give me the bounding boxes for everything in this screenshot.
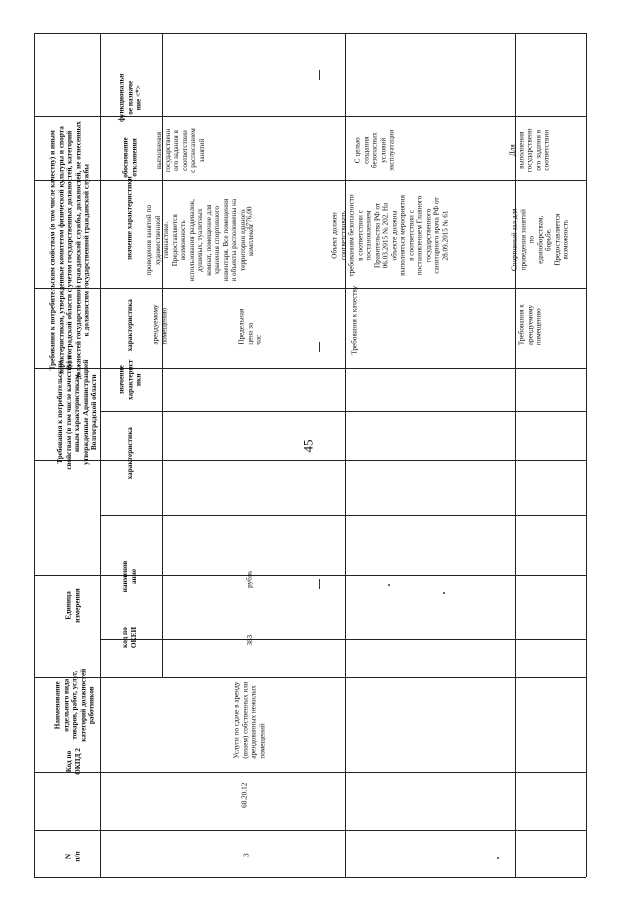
header-admin-value: значение характерист ики	[117, 359, 143, 401]
scan-dot	[497, 857, 499, 859]
row3-characteristic: Требования к качеству	[350, 285, 359, 355]
row2-value: 1776,00	[245, 206, 254, 230]
grid-line	[586, 33, 587, 877]
scan-dot	[388, 584, 390, 586]
scan-tick	[319, 579, 320, 589]
header-req-committee: Требования к потребительским свойствам (в том числе качеству) и иным характеристикам, утвержденные комитетом физической культуры и спорта Волгоградской области с учетом государственных должностей, категорий должностей государственной гражданской службы, должностей, не отнесенных к должностям государственной гражданской службы	[48, 121, 91, 379]
row4-characteristic: Требования к арендуемому помещению	[517, 304, 543, 346]
header-com-char: характеристика	[125, 298, 134, 352]
header-unit-okei: код по ОКЕИ	[121, 626, 138, 648]
scan-tick	[319, 70, 320, 80]
grid-line	[34, 877, 586, 878]
page-number: 45	[300, 439, 316, 453]
header-admin-char: характеристика	[125, 426, 134, 480]
header-unit-name: наименов ание	[121, 560, 138, 592]
row-unit: рубль	[245, 570, 254, 588]
row1-justification: выполнения государственн ого задания в соответствии с расписанием занятий	[154, 127, 205, 173]
header-com-justification: обоснование отклонения	[121, 136, 138, 178]
header-col-name: Наименование отдельного вида товаров, работ, услуг, категорий должностей работников	[53, 668, 96, 742]
row-okpd-code: 68.20.12	[240, 782, 249, 808]
row-name: Услуги по сдаче в аренду (внаем) собственных или арендованных нежилых помещений	[232, 681, 267, 759]
grid-line	[100, 639, 586, 640]
row4-justification: Для выполнения государственн ого задания в соответствии	[508, 128, 551, 172]
row3-value: Объект должен соответствовать требованиям безопасности в соответствии с постановлением Правительства РФ от 06.03.2015 № 202. На объекте должны выполняться мероприятия в соответствии с постановлением Главного государственного санитарного врача РФ от 28.09.2015 № 61	[330, 193, 449, 277]
row2-characteristic: Предельная цена за час	[237, 309, 263, 345]
scan-dot	[443, 592, 445, 594]
header-req-admin: Требования к потребительским свойствам (в том числе качеству) и иным характеристикам, утвержденные Администрацией Волгоградской области	[56, 354, 99, 470]
row1-value: проведения занятий по художественной гимнастике. Предоставляется возможность использования раздевалок, душевых, туалетных комнат, помещение для хранения спортивного инвентаря. Все помещения и объекты расположены на территории единого комплекса	[144, 198, 255, 282]
row1-characteristic: арендуемому помещению	[151, 303, 168, 345]
row-okei: 383	[245, 634, 254, 646]
header-com-purpose: функциональн ое назначе ние <*>	[117, 73, 143, 123]
header-com-value: значение характеристики	[125, 176, 134, 260]
header-col-okpd: Код по ОКПД 2	[64, 747, 81, 775]
header-col-number: N п/п	[64, 850, 81, 862]
header-col-unit: Единица измерения	[64, 587, 81, 623]
row4-value: Спортивный зал для проведения занятий по единоборствам, борьбе. Предоставляется возможность	[510, 208, 570, 272]
grid-line	[100, 515, 586, 516]
row-number: 3	[242, 853, 251, 857]
grid-line	[34, 33, 586, 34]
grid-line	[34, 830, 586, 831]
row3-justification: С целью создания безопасных условий эксплуатации	[353, 129, 396, 171]
